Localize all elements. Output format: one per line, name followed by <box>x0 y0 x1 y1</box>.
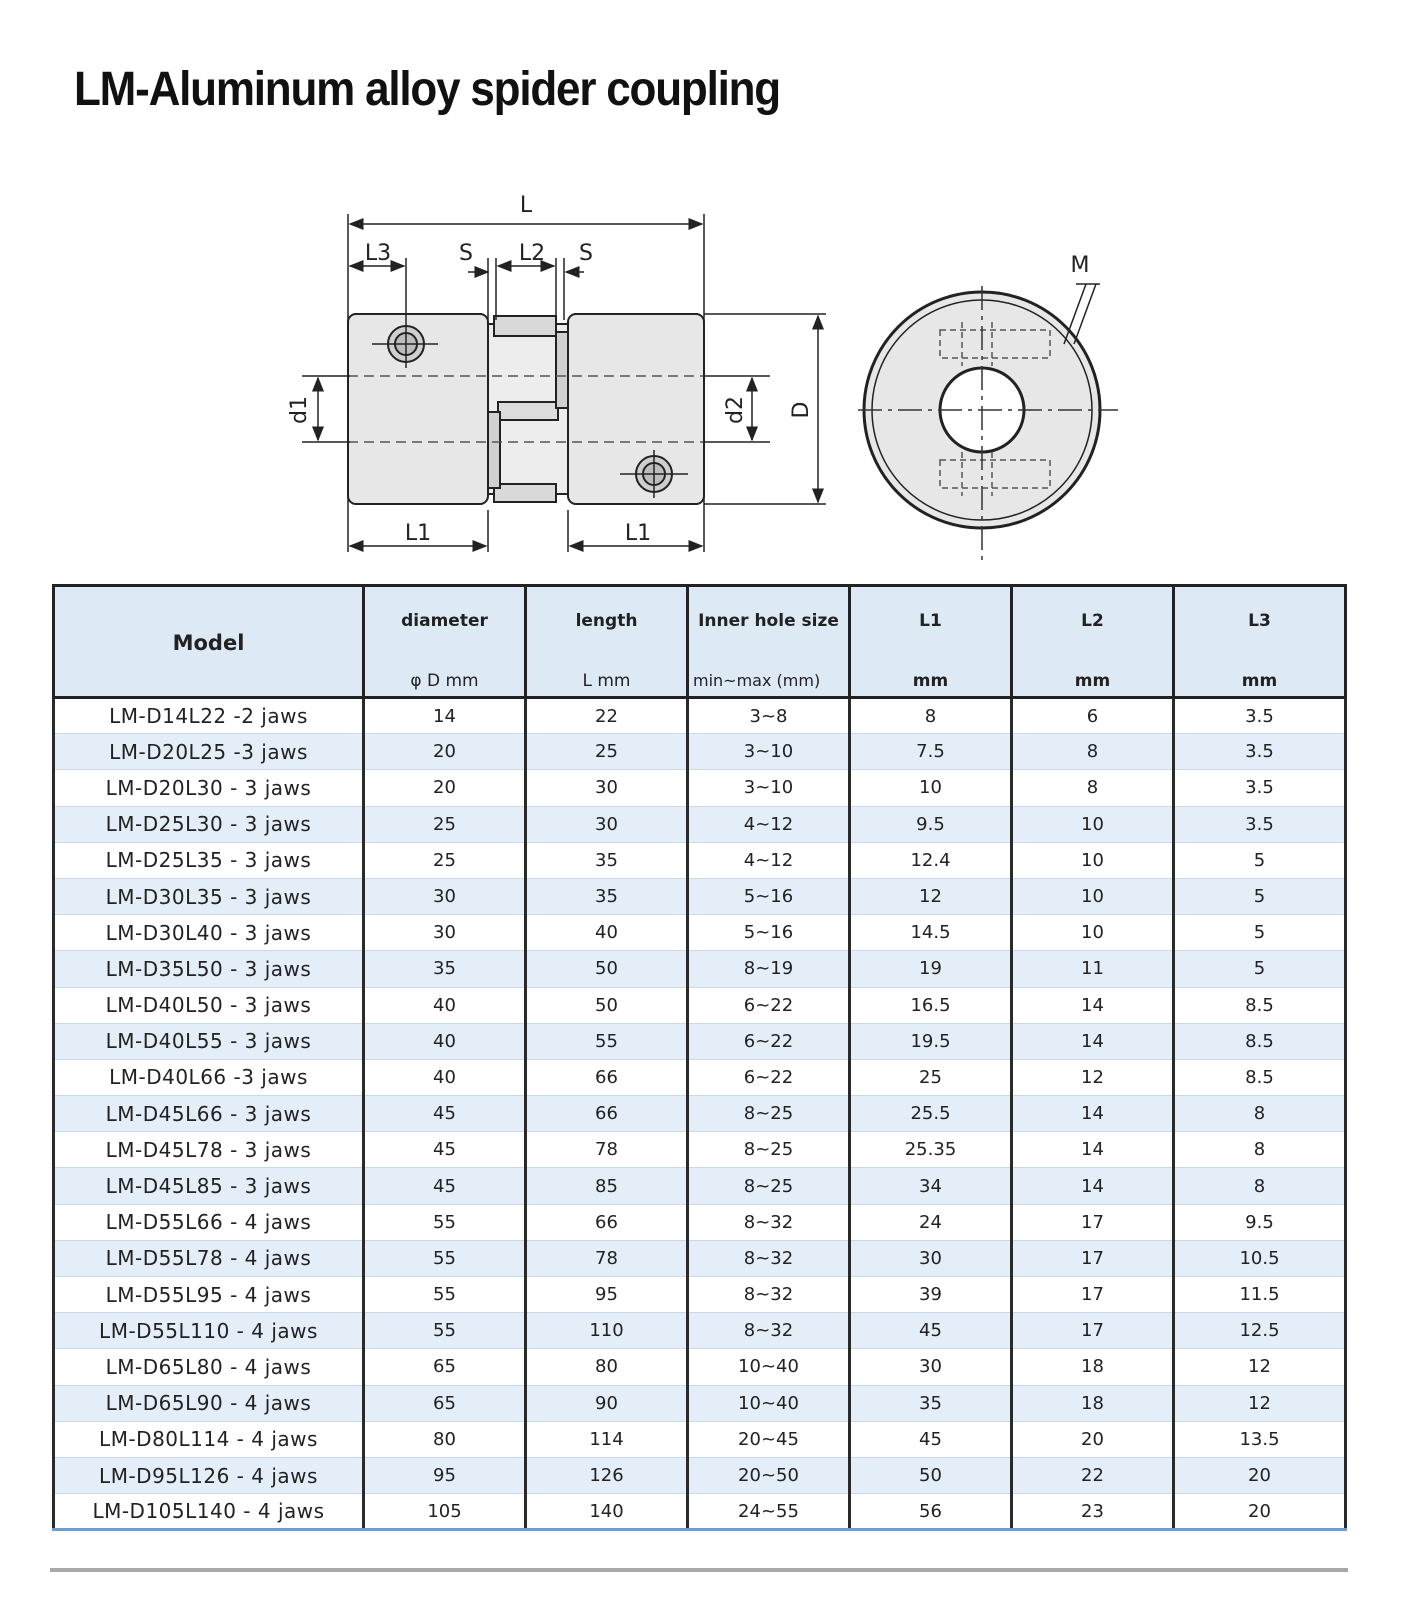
cell-inner-hole-size: 10~40 <box>688 1349 850 1385</box>
cell-model: LM-D20L25 -3 jaws <box>54 734 364 770</box>
cell-l1: 39 <box>850 1277 1012 1313</box>
cell-l2: 20 <box>1012 1421 1174 1457</box>
cell-l3: 8 <box>1174 1168 1346 1204</box>
cell-l3: 3.5 <box>1174 698 1346 734</box>
cell-length: 95 <box>526 1277 688 1313</box>
cell-inner-hole-size: 8~32 <box>688 1313 850 1349</box>
table-row <box>54 1277 1346 1313</box>
table-row <box>54 770 1346 806</box>
cell-l2: 23 <box>1012 1494 1174 1530</box>
table-row <box>54 842 1346 878</box>
cell-length: 66 <box>526 1204 688 1240</box>
cell-diameter: 30 <box>364 878 526 914</box>
table-row <box>54 1494 1346 1530</box>
cell-l2: 14 <box>1012 1023 1174 1059</box>
table-row <box>54 1132 1346 1168</box>
cell-l1: 50 <box>850 1457 1012 1493</box>
cell-length: 110 <box>526 1313 688 1349</box>
dim-label-L1-right: L1 <box>624 521 652 546</box>
cell-inner-hole-size: 24~55 <box>688 1494 850 1530</box>
table-row <box>54 1240 1346 1276</box>
cell-length: 50 <box>526 951 688 987</box>
table-row <box>54 734 1346 770</box>
cell-length: 66 <box>526 1096 688 1132</box>
cell-model: LM-D14L22 -2 jaws <box>54 698 364 734</box>
cell-l3: 10.5 <box>1174 1240 1346 1276</box>
table-row <box>54 1204 1346 1240</box>
table-row <box>54 1385 1346 1421</box>
cell-l3: 9.5 <box>1174 1204 1346 1240</box>
cell-length: 78 <box>526 1132 688 1168</box>
cell-l3: 3.5 <box>1174 770 1346 806</box>
cell-l2: 10 <box>1012 842 1174 878</box>
cell-model: LM-D55L66 - 4 jaws <box>54 1204 364 1240</box>
cell-l2: 14 <box>1012 1168 1174 1204</box>
table-row <box>54 878 1346 914</box>
cell-diameter: 80 <box>364 1421 526 1457</box>
cell-inner-hole-size: 5~16 <box>688 915 850 951</box>
cell-length: 78 <box>526 1240 688 1276</box>
cell-l1: 7.5 <box>850 734 1012 770</box>
cell-l1: 30 <box>850 1240 1012 1276</box>
cell-l1: 9.5 <box>850 806 1012 842</box>
dim-label-L: L <box>519 193 533 218</box>
cell-l1: 25.35 <box>850 1132 1012 1168</box>
cell-l2: 14 <box>1012 987 1174 1023</box>
table-row <box>54 698 1346 734</box>
cell-l3: 5 <box>1174 842 1346 878</box>
cell-length: 50 <box>526 987 688 1023</box>
cell-l3: 20 <box>1174 1494 1346 1530</box>
cell-l1: 34 <box>850 1168 1012 1204</box>
cell-diameter: 40 <box>364 1059 526 1095</box>
cell-model: LM-D30L35 - 3 jaws <box>54 878 364 914</box>
cell-l3: 12 <box>1174 1349 1346 1385</box>
coupling-technical-drawing <box>0 0 1404 580</box>
header-length: length L mm <box>526 586 688 698</box>
cell-inner-hole-size: 6~22 <box>688 987 850 1023</box>
cell-l1: 12.4 <box>850 842 1012 878</box>
table-row <box>54 1457 1346 1493</box>
cell-l2: 6 <box>1012 698 1174 734</box>
cell-diameter: 55 <box>364 1277 526 1313</box>
cell-l1: 45 <box>850 1313 1012 1349</box>
cell-l2: 8 <box>1012 734 1174 770</box>
table-row <box>54 987 1346 1023</box>
cell-l3: 20 <box>1174 1457 1346 1493</box>
cell-length: 35 <box>526 842 688 878</box>
cell-diameter: 14 <box>364 698 526 734</box>
cell-inner-hole-size: 20~45 <box>688 1421 850 1457</box>
coupling-end-view <box>858 284 1118 560</box>
cell-l3: 8.5 <box>1174 1059 1346 1095</box>
cell-model: LM-D105L140 - 4 jaws <box>54 1494 364 1530</box>
cell-diameter: 105 <box>364 1494 526 1530</box>
cell-length: 30 <box>526 806 688 842</box>
cell-l2: 17 <box>1012 1204 1174 1240</box>
cell-length: 30 <box>526 770 688 806</box>
cell-diameter: 55 <box>364 1240 526 1276</box>
cell-l2: 10 <box>1012 915 1174 951</box>
cell-l3: 8.5 <box>1174 987 1346 1023</box>
spec-table <box>52 584 1347 1531</box>
cell-diameter: 25 <box>364 842 526 878</box>
cell-inner-hole-size: 4~12 <box>688 842 850 878</box>
cell-l1: 25 <box>850 1059 1012 1095</box>
cell-l3: 5 <box>1174 951 1346 987</box>
cell-l3: 12 <box>1174 1385 1346 1421</box>
page-title: LM-Aluminum alloy spider coupling <box>74 62 780 116</box>
cell-model: LM-D40L50 - 3 jaws <box>54 987 364 1023</box>
dim-label-M: M <box>1070 253 1090 278</box>
dim-label-S-left: S <box>459 241 473 266</box>
cell-l2: 17 <box>1012 1277 1174 1313</box>
cell-diameter: 20 <box>364 770 526 806</box>
table-row <box>54 1349 1346 1385</box>
cell-l3: 5 <box>1174 915 1346 951</box>
dim-label-L1-left: L1 <box>404 521 432 546</box>
cell-model: LM-D45L78 - 3 jaws <box>54 1132 364 1168</box>
cell-l3: 5 <box>1174 878 1346 914</box>
cell-l2: 12 <box>1012 1059 1174 1095</box>
cell-l2: 17 <box>1012 1240 1174 1276</box>
cell-model: LM-D30L40 - 3 jaws <box>54 915 364 951</box>
cell-diameter: 95 <box>364 1457 526 1493</box>
table-row <box>54 1313 1346 1349</box>
cell-diameter: 20 <box>364 734 526 770</box>
cell-model: LM-D45L85 - 3 jaws <box>54 1168 364 1204</box>
cell-l3: 13.5 <box>1174 1421 1346 1457</box>
cell-l1: 25.5 <box>850 1096 1012 1132</box>
cell-inner-hole-size: 3~10 <box>688 734 850 770</box>
cell-length: 114 <box>526 1421 688 1457</box>
cell-diameter: 45 <box>364 1096 526 1132</box>
cell-inner-hole-size: 20~50 <box>688 1457 850 1493</box>
cell-l2: 22 <box>1012 1457 1174 1493</box>
table-row <box>54 1421 1346 1457</box>
cell-length: 25 <box>526 734 688 770</box>
cell-l2: 14 <box>1012 1132 1174 1168</box>
table-row <box>54 951 1346 987</box>
cell-model: LM-D55L95 - 4 jaws <box>54 1277 364 1313</box>
cell-inner-hole-size: 3~8 <box>688 698 850 734</box>
table-header-row <box>54 586 1346 698</box>
cell-model: LM-D55L78 - 4 jaws <box>54 1240 364 1276</box>
cell-l3: 12.5 <box>1174 1313 1346 1349</box>
cell-l3: 3.5 <box>1174 734 1346 770</box>
header-l3: L3 mm <box>1174 586 1346 698</box>
cell-l2: 14 <box>1012 1096 1174 1132</box>
cell-inner-hole-size: 3~10 <box>688 770 850 806</box>
cell-l1: 56 <box>850 1494 1012 1530</box>
dim-label-d2: d2 <box>723 396 748 424</box>
cell-diameter: 45 <box>364 1168 526 1204</box>
cell-l3: 3.5 <box>1174 806 1346 842</box>
table-row <box>54 915 1346 951</box>
header-model: Model <box>54 586 364 698</box>
cell-inner-hole-size: 8~19 <box>688 951 850 987</box>
cell-l3: 8 <box>1174 1096 1346 1132</box>
dim-label-d1: d1 <box>287 396 312 424</box>
table-row <box>54 806 1346 842</box>
cell-l2: 10 <box>1012 806 1174 842</box>
cell-inner-hole-size: 6~22 <box>688 1059 850 1095</box>
cell-inner-hole-size: 8~32 <box>688 1204 850 1240</box>
cell-model: LM-D40L55 - 3 jaws <box>54 1023 364 1059</box>
cell-length: 40 <box>526 915 688 951</box>
cell-model: LM-D25L30 - 3 jaws <box>54 806 364 842</box>
cell-model: LM-D35L50 - 3 jaws <box>54 951 364 987</box>
cell-model: LM-D40L66 -3 jaws <box>54 1059 364 1095</box>
cell-inner-hole-size: 8~25 <box>688 1096 850 1132</box>
cell-l2: 18 <box>1012 1349 1174 1385</box>
cell-length: 85 <box>526 1168 688 1204</box>
cell-diameter: 25 <box>364 806 526 842</box>
cell-inner-hole-size: 8~25 <box>688 1132 850 1168</box>
dim-label-L3: L3 <box>364 241 392 266</box>
cell-diameter: 40 <box>364 987 526 1023</box>
cell-inner-hole-size: 6~22 <box>688 1023 850 1059</box>
cell-diameter: 65 <box>364 1349 526 1385</box>
table-body <box>54 698 1346 1530</box>
dim-label-L2: L2 <box>518 241 546 266</box>
cell-l2: 10 <box>1012 878 1174 914</box>
cell-diameter: 55 <box>364 1313 526 1349</box>
cell-l3: 11.5 <box>1174 1277 1346 1313</box>
cell-inner-hole-size: 8~32 <box>688 1277 850 1313</box>
cell-inner-hole-size: 8~25 <box>688 1168 850 1204</box>
bottom-divider <box>50 1568 1348 1572</box>
cell-model: LM-D20L30 - 3 jaws <box>54 770 364 806</box>
header-inner-hole-size: Inner hole size min~max (mm) <box>688 586 850 698</box>
cell-l2: 17 <box>1012 1313 1174 1349</box>
table-row <box>54 1168 1346 1204</box>
cell-l3: 8.5 <box>1174 1023 1346 1059</box>
cell-diameter: 45 <box>364 1132 526 1168</box>
cell-l2: 11 <box>1012 951 1174 987</box>
cell-l1: 19.5 <box>850 1023 1012 1059</box>
cell-l1: 14.5 <box>850 915 1012 951</box>
cell-l3: 8 <box>1174 1132 1346 1168</box>
cell-model: LM-D95L126 - 4 jaws <box>54 1457 364 1493</box>
dim-label-S-right: S <box>579 241 593 266</box>
cell-length: 140 <box>526 1494 688 1530</box>
cell-l1: 35 <box>850 1385 1012 1421</box>
cell-l1: 12 <box>850 878 1012 914</box>
cell-diameter: 30 <box>364 915 526 951</box>
cell-model: LM-D55L110 - 4 jaws <box>54 1313 364 1349</box>
cell-diameter: 65 <box>364 1385 526 1421</box>
cell-l1: 30 <box>850 1349 1012 1385</box>
cell-l1: 45 <box>850 1421 1012 1457</box>
cell-length: 66 <box>526 1059 688 1095</box>
cell-diameter: 35 <box>364 951 526 987</box>
cell-length: 126 <box>526 1457 688 1493</box>
cell-model: LM-D45L66 - 3 jaws <box>54 1096 364 1132</box>
cell-l2: 8 <box>1012 770 1174 806</box>
cell-diameter: 55 <box>364 1204 526 1240</box>
header-l2: L2 mm <box>1012 586 1174 698</box>
cell-l1: 10 <box>850 770 1012 806</box>
cell-length: 80 <box>526 1349 688 1385</box>
cell-l1: 24 <box>850 1204 1012 1240</box>
cell-l1: 8 <box>850 698 1012 734</box>
header-diameter: diameter φ D mm <box>364 586 526 698</box>
table-row <box>54 1096 1346 1132</box>
cell-model: LM-D80L114 - 4 jaws <box>54 1421 364 1457</box>
cell-length: 35 <box>526 878 688 914</box>
dim-label-D: D <box>789 401 814 419</box>
cell-l1: 16.5 <box>850 987 1012 1023</box>
table-row <box>54 1023 1346 1059</box>
cell-inner-hole-size: 5~16 <box>688 878 850 914</box>
cell-length: 55 <box>526 1023 688 1059</box>
cell-model: LM-D65L80 - 4 jaws <box>54 1349 364 1385</box>
cell-model: LM-D65L90 - 4 jaws <box>54 1385 364 1421</box>
cell-l2: 18 <box>1012 1385 1174 1421</box>
cell-length: 90 <box>526 1385 688 1421</box>
cell-length: 22 <box>526 698 688 734</box>
header-l1: L1 mm <box>850 586 1012 698</box>
cell-inner-hole-size: 8~32 <box>688 1240 850 1276</box>
cell-diameter: 40 <box>364 1023 526 1059</box>
cell-inner-hole-size: 4~12 <box>688 806 850 842</box>
cell-l1: 19 <box>850 951 1012 987</box>
cell-inner-hole-size: 10~40 <box>688 1385 850 1421</box>
cell-model: LM-D25L35 - 3 jaws <box>54 842 364 878</box>
table-row <box>54 1059 1346 1095</box>
